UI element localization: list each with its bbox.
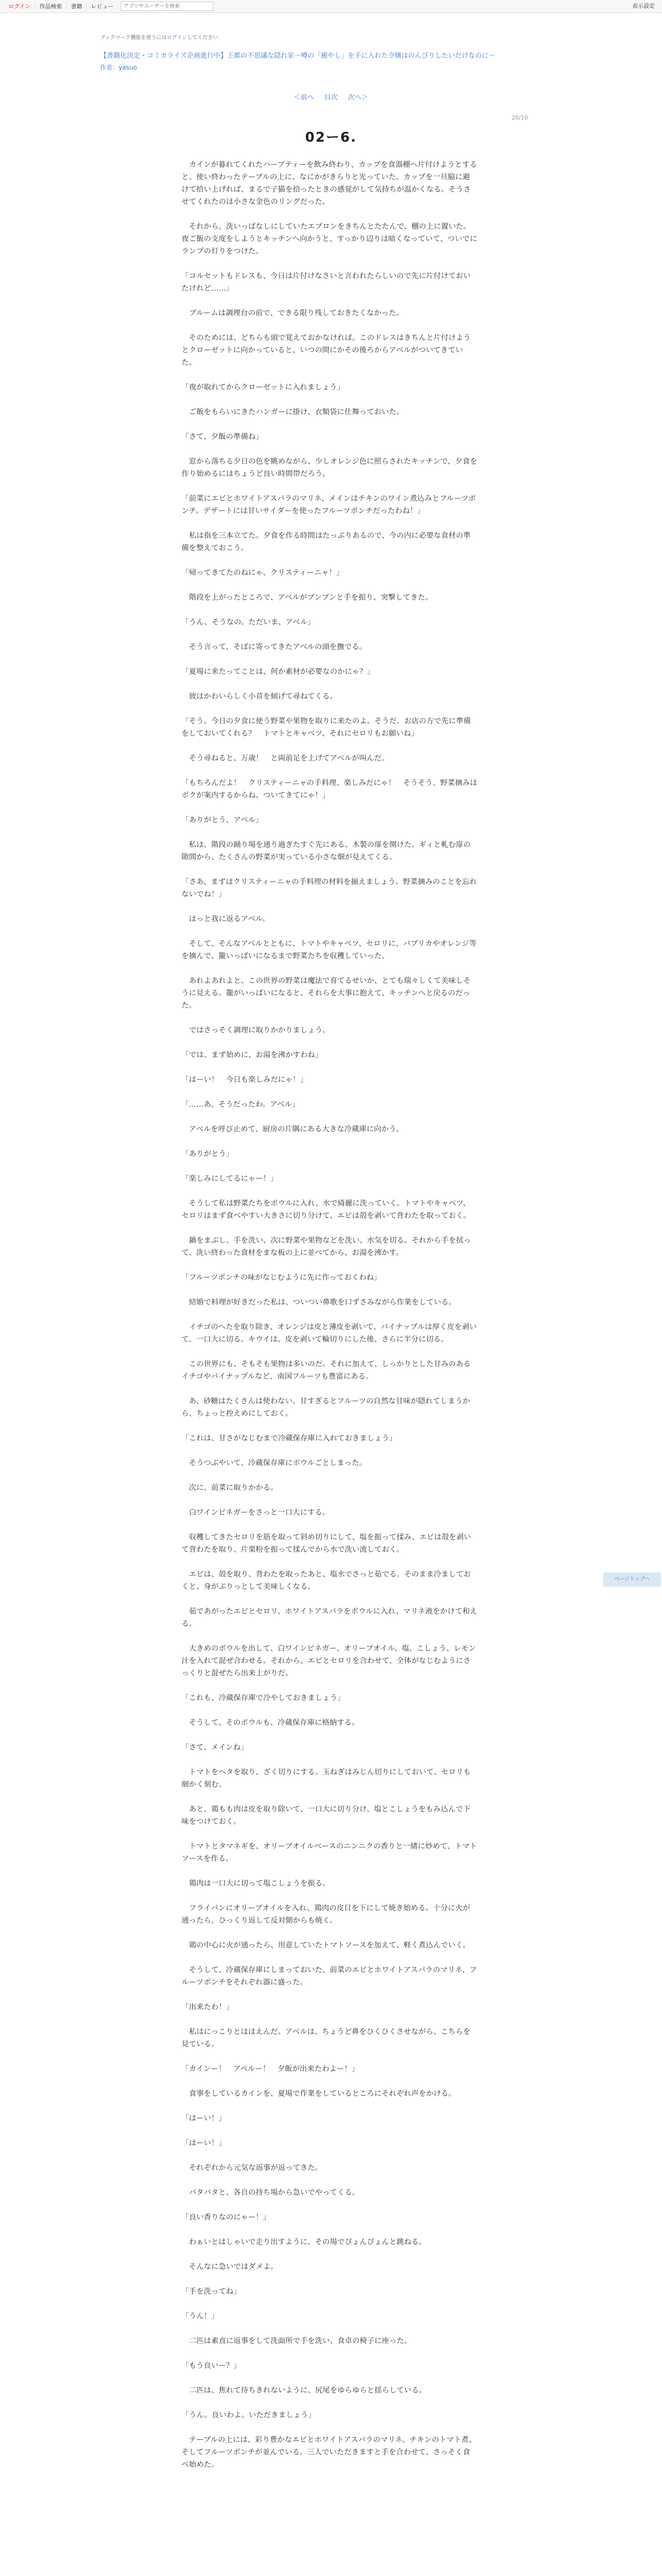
login-link[interactable]: ログイン <box>8 3 31 10</box>
next-chapter-link[interactable]: 次へ＞ <box>348 94 369 101</box>
paragraph: 「はーい！ 今日も楽しみだにゃ！」 <box>181 1076 308 1084</box>
paragraph: 「良い香りなのにゃー！」 <box>181 2213 271 2222</box>
author-line <box>100 63 137 72</box>
author-link[interactable]: yasuo <box>119 64 137 71</box>
paragraph: 私はにっこりとほほえんだ。アベルは、ちょうど鼻をひくひくさせながら、こちらを見ている。 <box>181 2028 471 2048</box>
paragraph: ブルームは調理台の前で、できる限り残しておきたくなかった。 <box>181 309 404 317</box>
paragraph: 「うん。良いわよ。いただきましょう」 <box>181 2411 316 2419</box>
paragraph: 「……あ、そうだったわ。アベル」 <box>181 1100 300 1109</box>
top-navigation-bar <box>0 0 662 13</box>
nav-link-search[interactable]: 作品検索 <box>35 2 66 10</box>
paragraph: 「もちろんだよ！ クリスティーニャの手料理、楽しみだにゃ！ そうそう、野菜摘みはボクが案内するからね、ついてきてにゃ！」 <box>181 779 477 800</box>
paragraph: そうして、冷蔵保存庫にしまっておいた、前菜のエビとホワイトアスパラのマリネ、フルーツポンチをそれぞれ器に盛った。 <box>181 1966 477 1987</box>
paragraph: 「夜が取れてからクローゼットに入れましょう」 <box>181 383 345 392</box>
paragraph: 「帰ってきてたのねにゃ、クリスティーニャ！」 <box>181 569 344 577</box>
paragraph: 鍋をまぶし、手を洗い、次に野菜や果物などを洗い、水気を切る。それから手を拭って、洗い終わった食材をまな板の上に並べてから、お湯を沸かす。 <box>181 1236 471 1257</box>
paragraph: 「はーい！」 <box>181 2114 226 2123</box>
paragraph: そうして私は野菜たちをボウルに入れ、水で綺麗に洗っていく。トマトやキャベツ、セロリはまず食べやすい大きさに切り分けて、エビは殻を剥いて背わたを取っておく。 <box>181 1199 471 1220</box>
chapter-title: 02ー6. <box>305 130 357 145</box>
paragraph: 「出来たわ！」 <box>181 2003 234 2011</box>
paragraph: そうつぶやいて、冷蔵保存庫にボウルごとしまった。 <box>181 1459 367 1467</box>
paragraph: そんなに急いではダメよ。 <box>181 2263 278 2271</box>
paragraph: フライパンにオリーブオイルを入れ、鶏肉の皮目を下にして焼き始める。十分に火が通ったら、ひっくり返して反対側からも焼く。 <box>181 1904 470 1925</box>
prev-chapter-link[interactable]: ＜前へ <box>293 94 314 101</box>
paragraph: 茹であがったエビとセロリ、ホワイトアスパラをボウルに入れ、マリネ液をかけて和える。 <box>181 1607 477 1628</box>
paragraph: アベルを呼び止めて、厨房の片隅にある大きな冷蔵庫に向かう。 <box>181 1125 404 1133</box>
paragraph: トマトとタマネギを、オリーブオイルベースのニンニクの香りと一緒に炒めて、トマトソースを作る。 <box>181 1842 477 1863</box>
paragraph: 「夏場に来たってことは、何か素材が必要なのかにゃ？」 <box>181 668 374 676</box>
chapter-body <box>181 159 477 2483</box>
paragraph: 「カインー！ アベルー！ 夕飯が出来たわよー！」 <box>181 2065 359 2073</box>
paragraph: ではさっそく調理に取りかかりましょう。 <box>181 1026 330 1035</box>
paragraph: 窓から落ちる夕日の色を眺めながら、少しオレンジ色に照らされたキッチンで、夕食を作り始めるにはちょうど良い時間帯だろう。 <box>181 457 477 478</box>
paragraph: そう尋ねると、万歳！ と両前足を上げてアベルが叫んだ。 <box>181 754 389 762</box>
paragraph: 「これは、甘さがなじむまで冷蔵保存庫に入れておきましょう」 <box>181 1434 397 1443</box>
paragraph: それぞれから元気な返事が返ってきた。 <box>181 2164 323 2172</box>
chapter-pager-top <box>0 92 662 101</box>
paragraph: 鶏の中心に火が通ったら、用意していたトマトソースを加えて、軽く煮込んでいく。 <box>181 1941 470 1950</box>
paragraph: 「もう良いー？」 <box>181 2362 241 2370</box>
paragraph: それから、洗いっぱなしにしていたエプロンをきちんとたたんで、棚の上に置いた。夜ご飯の支度をしようとキッチンへ向かうと、すっかり辺りは暗くなっていて、ついでにランプの灯りをつけた。 <box>181 223 477 256</box>
paragraph: 「さて、夕飯の準備ね」 <box>181 433 263 441</box>
paragraph: 「さて、メインね」 <box>181 1743 248 1752</box>
index-link[interactable]: 目次 <box>324 94 338 101</box>
paragraph: 白ワインビネガーをさっと一口大にする。 <box>181 1509 330 1517</box>
paragraph: バタバタと、各自の持ち場から急いでやってくる。 <box>181 2189 360 2197</box>
paragraph: 「うん、そうなの。ただいま、アベル」 <box>181 618 315 626</box>
page-top-button[interactable]: ページトップへ <box>603 1572 661 1587</box>
paragraph: 「そう。今日の夕食に使う野菜や果物を取りに来たのよ。そうだ、お店の方で先に準備をしておいてくれる？ トマトとキャベツ、それにセロリもお願いね」 <box>181 717 471 738</box>
paragraph: 「楽しみにしてるにゃー！」 <box>181 1175 278 1183</box>
paragraph: 大きめのボウルを出して、白ワインビネガー、オリーブオイル、塩、こしょう、レモン汁を入れて混ぜ合わせる。それから、エビとセロリを合わせて、全体がなじむようにさっくりと混ぜたら出来上がりだ。 <box>181 1645 476 1677</box>
paragraph: はっと我に返るアベル。 <box>181 915 270 923</box>
paragraph: 彼はかわいらしく小首を傾げて尋ねてくる。 <box>181 692 337 701</box>
paragraph: エビは、殻を取り、背わたを取ったあと、塩水でさっと茹でる。そのまま冷ましておくと、身がぷりっとして美味しくなる。 <box>181 1570 471 1591</box>
paragraph: 「はーい！」 <box>181 2139 226 2147</box>
paragraph: 「フルーツポンチの味がなじむように先に作っておくわね」 <box>181 1274 382 1282</box>
paragraph: テーブルの上には、彩り豊かなエビとホワイトアスパラのマリネ、チキンのトマト煮、そしてフルーツポンチが並んでいる。三人でいただきますと手を合わせて、さっそく食べ始めた。 <box>181 2436 476 2469</box>
nav-link-books[interactable]: 書籍 <box>66 2 86 10</box>
paragraph: この世界にも、そもそも果物は多いのだ。それに加えて、しっかりとした甘みのあるイチゴやパイナップルなど、南国フルーツも豊富にある。 <box>181 1360 471 1381</box>
bookmark-login-link[interactable]: ログイン <box>167 35 187 41</box>
paragraph: そう言って、そばに寄ってきたアベルの頭を撫でる。 <box>181 643 367 651</box>
paragraph: あれよあれよと、この世界の野菜は魔法で育てるせいか、とても瑞々しくて美味しそうに見える。籠がいっぱいになると、それらを大事に抱えて、キッチンへと戻るのだった。 <box>181 977 471 1010</box>
paragraph: 鶏肉は一口大に切って塩こしょうを振る。 <box>181 1879 330 1888</box>
paragraph: カインが暮れてくれたハーブティーを飲み終わり、カップを食器棚へ片付けようとすると、使い終わったテーブルの上に、なにかがきらりと光っていた。カップを一旦脇に避けて拾い上げれば、まるで子猫を拾ったときの感覚がして気持ちが温かくなる。そうさせてくれたのは小さな金色のリングだった。 <box>181 161 477 206</box>
paragraph: あ、砂糖はたくさんは使わない。甘すぎるとフルーツの自然な甘味が隠れてしまうから、ちょっと控えめにしておく。 <box>181 1397 470 1418</box>
paragraph: 階段を上がったところで、アベルがブンブンと手を振り、突撃してきた。 <box>181 594 433 602</box>
paragraph: 「これも、冷蔵保存庫で冷やしておきましょう」 <box>181 1694 345 1702</box>
paragraph: 二匹は、焦れて待ちきれないように、尻尾をゆらゆらと揺らしている。 <box>181 2386 426 2395</box>
display-settings-link[interactable]: 表示設定 <box>632 3 655 9</box>
paragraph: 「では、まず始めに、お湯を沸かすわね」 <box>181 1051 323 1059</box>
paragraph: 私は指を三本立てた。夕食を作る時間はたっぷりあるので、今の内に必要な食材の準備を整えておこう。 <box>181 532 471 552</box>
paragraph: あと、鶏もも肉は皮を取り除いて、一口大に切り分け、塩とこしょうをもみ込んで下味をつけておく。 <box>181 1805 471 1826</box>
paragraph: イチゴのへたを取り除き、オレンジは皮と薄皮を剥いて、パイナップルは厚く皮を剥いて、一口大に切る。キウイは、皮を剥いて輪切りにした後、さらに半分に切る。 <box>181 1323 477 1344</box>
paragraph: そして、そんなアベルとともに、トマトやキャベツ、セロリに、パプリカやオレンジ等を摘んで、籠いっぱいになるまで野菜たちを収穫していった。 <box>181 940 477 960</box>
bookmark-notice-suffix: してください <box>187 35 218 41</box>
paragraph: 食事をしているカインを、夏場で作業をしているところにそれぞれ声をかける。 <box>181 2090 456 2098</box>
nav-group <box>0 0 213 12</box>
paragraph: 収穫してきたセロリを筋を取って斜め切りにして、塩を振って揉み、エビは殻を剥いて背わたを取り、片栗粉を振って揉んでから水で洗い流しておく。 <box>181 1533 471 1554</box>
paragraph: わぁいとはしゃいで走り出すように、その場でぴょんぴょんと跳ねる。 <box>181 2238 426 2246</box>
paragraph: 結婚で料理が好きだった私は、ついつい鼻歌を口ずさみながら作業をしている。 <box>181 1298 456 1307</box>
bookmark-notice-prefix: ブックマーク機能を使うには <box>100 35 167 41</box>
paragraph: そのためには、どちらも頭で覚えておかなければ。このドレスはきちんと片付けようとクローゼットに向かっていると、いつの間にかその後ろからアベルがついてきていた。 <box>181 334 471 367</box>
bookmark-notice <box>100 33 218 41</box>
nav-link-reviews[interactable]: レビュー <box>86 2 118 10</box>
paragraph: ご飯をもらいにきたハンガーに掛け、衣類袋に仕舞っておいた。 <box>181 408 404 416</box>
paragraph: 二匹は素直に返事をして洗面所で手を洗い、食卓の椅子に座った。 <box>181 2337 412 2345</box>
paragraph: 私は、階段の踊り場を通り過ぎたすぐ先にある、木製の扉を開けた。ギィと軋む扉の隙間から、たくさんの野菜が実っている小さな畑が見えてくる。 <box>181 841 471 861</box>
paragraph: 「さあ、まずはクリスティーニャの手料理の材料を揃えましょう。野菜摘みのことを忘れないでね！」 <box>181 878 477 899</box>
paragraph: 「前菜にエビとホワイトアスパラのマリネ、メインはチキンのワイン煮込みとフルーツポンチ。デザートには甘いサイダーを使ったフルーツポンチだったわね！」 <box>181 495 476 515</box>
paragraph: そうして、そのボウルも、冷蔵保存庫に格納する。 <box>181 1719 359 1727</box>
paragraph: 「うん！」 <box>181 2312 219 2320</box>
paragraph: トマトをへタを取り、ざく切りにする。玉ねぎはみじん切りにしておいて、セロリも細かく刻む。 <box>181 1768 471 1789</box>
paragraph: 「ありがとう、アベル」 <box>181 816 263 824</box>
author-label: 作者： <box>100 64 119 71</box>
work-title-link[interactable]: 【書籍化決定・コミカライズ企画進行中】王都の不思議な隠れ家〜噂の「癒やし」を手に入れた令嬢はのんびりしたいだけなのに〜 <box>100 52 495 60</box>
paragraph: 「ありがとう」 <box>181 1150 234 1158</box>
search-input[interactable] <box>121 2 213 11</box>
paragraph: 「手を洗ってね」 <box>181 2287 241 2296</box>
post-date: 20/10 <box>511 114 528 121</box>
paragraph: 次に、前菜に取りかかる。 <box>181 1484 278 1492</box>
paragraph: 「コルセットもドレスも、今日は片付けなさいと言われたらしいので先に片付けておいたけれど……」 <box>181 272 471 293</box>
